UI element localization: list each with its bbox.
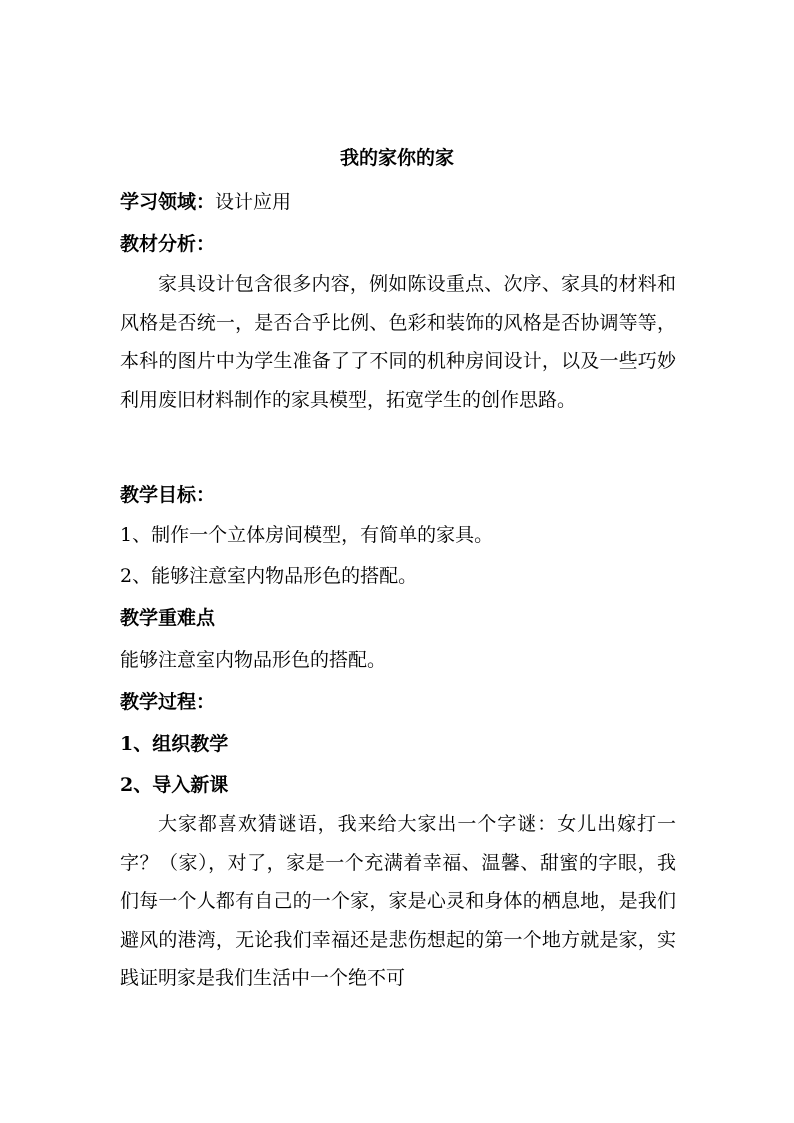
key-points-heading: 教学重难点 bbox=[120, 607, 216, 629]
process-step-2: 2、导入新课 bbox=[120, 774, 229, 796]
goal-item-1: 1、制作一个立体房间模型，有简单的家具。 bbox=[120, 524, 494, 546]
process-heading: 教学过程： bbox=[120, 691, 216, 713]
document-title: 我的家你的家 bbox=[339, 147, 454, 169]
field-label: 学习领域： bbox=[120, 191, 216, 213]
field-value: 设计应用 bbox=[215, 191, 292, 213]
analysis-paragraph: 家具设计包含很多内容，例如陈设重点、次序、家具的材料和风格是否统一，是否合乎比例、色彩和装饰的风格是否协调等等，本科的图片中为学生准备了了不同的机种房间设计，以及一些巧妙利用废旧材料制作的家具模型，拓宽学生的创作思路。 bbox=[120, 273, 676, 411]
process-step-1: 1、组织教学 bbox=[120, 733, 229, 755]
goals-heading: 教学目标： bbox=[120, 484, 216, 506]
key-points-text: 能够注意室内物品形色的搭配。 bbox=[120, 649, 387, 671]
analysis-heading: 教材分析： bbox=[120, 233, 216, 255]
goal-item-2: 2、能够注意室内物品形色的搭配。 bbox=[120, 565, 418, 587]
field-line bbox=[120, 190, 680, 214]
intro-paragraph: 大家都喜欢猜谜语，我来给大家出一个字谜：女儿出嫁打一字？（家），对了，家是一个充满着幸福、温馨、甜蜜的字眼，我们每一个人都有自己的一个家，家是心灵和身体的栖息地，是我们避风的港湾，无论我们幸福还是悲伤想起的第一个地方就是家，实践证明家是我们生活中一个绝不可 bbox=[120, 813, 676, 990]
